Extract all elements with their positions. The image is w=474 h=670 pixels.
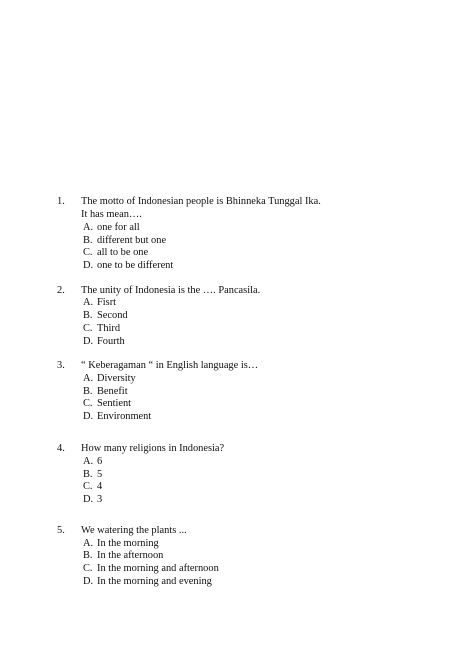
option-letter: D. (83, 260, 94, 271)
option-b (83, 469, 102, 482)
option-text: different but one (97, 235, 167, 246)
option-text: 6 (97, 456, 103, 467)
option-text: Second (97, 310, 128, 321)
option-c (83, 247, 148, 260)
option-a (83, 538, 159, 551)
option-letter: C. (83, 563, 93, 574)
option-c (83, 398, 131, 411)
question-text: How many religions in Indonesia? (81, 443, 225, 454)
option-letter: C. (83, 398, 93, 409)
option-text: one to be different (97, 260, 174, 271)
option-b (83, 310, 128, 323)
option-letter: B. (83, 310, 93, 321)
option-letter: C. (83, 247, 93, 258)
option-text: all to be one (97, 247, 149, 258)
option-letter: A. (83, 222, 94, 233)
option-letter: B. (83, 386, 93, 397)
option-text: In the morning and afternoon (97, 563, 219, 574)
option-text: 5 (97, 469, 103, 480)
option-c (83, 563, 219, 576)
option-text: Fisrt (97, 297, 117, 308)
option-text: 4 (97, 481, 103, 492)
option-letter: A. (83, 297, 94, 308)
option-text: Third (97, 323, 121, 334)
option-letter: B. (83, 469, 93, 480)
option-letter: D. (83, 336, 94, 347)
option-text: Fourth (97, 336, 125, 347)
option-text: Sentient (97, 398, 132, 409)
option-b (83, 386, 128, 399)
option-text: Benefit (97, 386, 128, 397)
option-d (83, 336, 125, 349)
option-text: one for all (97, 222, 140, 233)
option-a (83, 297, 116, 310)
option-letter: A. (83, 538, 94, 549)
option-c (83, 323, 120, 336)
option-a (83, 222, 140, 235)
question-number: 3. (57, 360, 65, 371)
option-text: In the morning (97, 538, 159, 549)
option-letter: A. (83, 373, 94, 384)
option-letter: D. (83, 576, 94, 587)
option-letter: D. (83, 494, 94, 505)
option-letter: C. (83, 323, 93, 334)
option-text: In the morning and evening (97, 576, 212, 587)
option-text: Environment (97, 411, 152, 422)
option-text: 3 (97, 494, 103, 505)
question-text: “ Keberagaman “ in English language is… (81, 360, 259, 371)
option-d (83, 260, 173, 273)
question-number: 4. (57, 443, 65, 454)
option-b (83, 235, 166, 248)
question-text: The unity of Indonesia is the …. Pancasila. (81, 285, 261, 296)
option-b (83, 550, 163, 563)
option-c (83, 481, 102, 494)
option-d (83, 411, 151, 424)
question-text: It has mean…. (81, 209, 142, 220)
question-text: We watering the plants ... (81, 525, 187, 536)
question-number: 2. (57, 285, 65, 296)
option-letter: D. (83, 411, 94, 422)
option-a (83, 456, 102, 469)
question-number: 1. (57, 196, 65, 207)
option-letter: B. (83, 550, 93, 561)
option-letter: C. (83, 481, 93, 492)
option-a (83, 373, 136, 386)
option-d (83, 494, 102, 507)
option-text: Diversity (97, 373, 136, 384)
option-d (83, 576, 212, 589)
question-number: 5. (57, 525, 65, 536)
question-text: The motto of Indonesian people is Bhinneka Tunggal Ika. (81, 196, 321, 207)
option-letter: B. (83, 235, 93, 246)
option-letter: A. (83, 456, 94, 467)
option-text: In the afternoon (97, 550, 164, 561)
